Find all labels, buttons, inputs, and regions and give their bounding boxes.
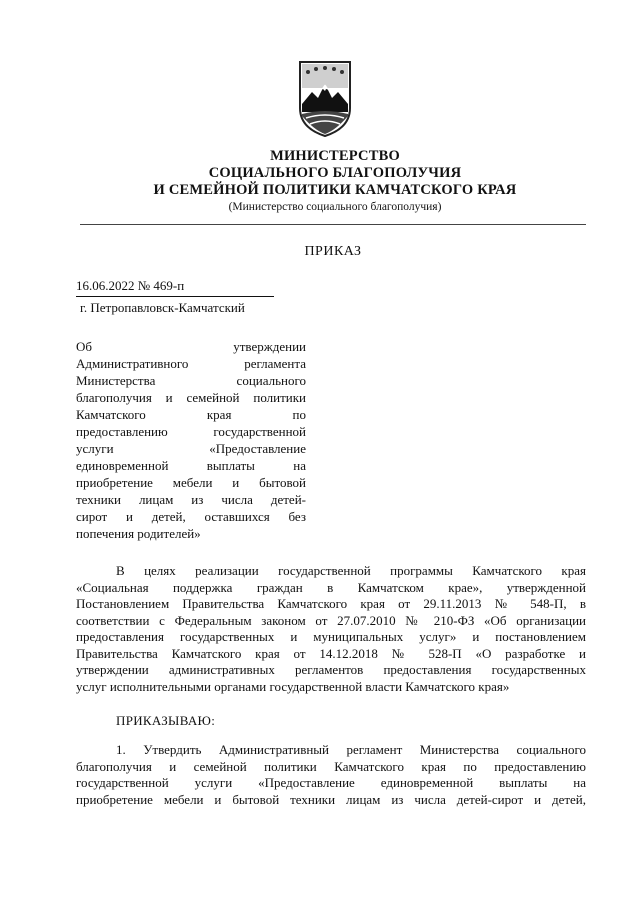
- header-divider: [80, 224, 586, 225]
- paragraph-line: благополучия и семейной политики Камчатского края по предоставлению: [76, 758, 586, 774]
- title-line: Административного регламента: [76, 356, 306, 371]
- paragraph-line: соответствии с Федеральным законом от 27.07.2010 № 210-ФЗ «Об организации: [76, 612, 586, 628]
- paragraph-line: Постановлением Правительства Камчатского края от 29.11.2013 № 548-П, в: [76, 596, 586, 611]
- date-underline: [76, 296, 274, 297]
- paragraph-line: услуг исполнительными органами государственной власти Камчатского края»: [76, 678, 510, 694]
- title-line: Об утверждении: [76, 339, 306, 354]
- title-line: предоставлению государственной: [76, 424, 306, 439]
- order-item-1: [76, 742, 586, 808]
- title-line: Министерства социального: [76, 373, 306, 388]
- ministry-name-line-3: И СЕМЕЙНОЙ ПОЛИТИКИ КАМЧАТСКОГО КРАЯ: [153, 182, 517, 198]
- paragraph-line: утверждении административных регламентов предоставления государственных: [76, 662, 586, 677]
- paragraph-line: государственной услуги «Предоставление единовременной выплаты на: [76, 775, 586, 790]
- ministry-name-line-1: МИНИСТЕРСТВО: [270, 148, 400, 164]
- paragraph-line: Правительства Камчатского края от 14.12.2018 № 528-П «О разработке и: [76, 645, 586, 661]
- title-line: сирот и детей, оставшихся без: [76, 509, 306, 524]
- preamble-paragraph: [76, 563, 586, 695]
- paragraph-line: приобретение мебели и бытовой техники лицам из числа детей-сирот и детей,: [76, 791, 586, 807]
- title-line: техники лицам из числа детей-: [76, 492, 306, 507]
- title-line: попечения родителей»: [76, 526, 201, 541]
- title-line: Камчатского края по: [76, 407, 306, 422]
- title-line: услуги «Предоставление: [76, 441, 306, 456]
- ministry-short-name: (Министерство социального благополучия): [228, 201, 442, 213]
- kamchatka-coat-of-arms-icon: [296, 58, 354, 138]
- title-line: благополучия и семейной политики: [76, 390, 306, 405]
- paragraph-line: «Социальная поддержка граждан в Камчатском крае», утвержденной: [76, 579, 586, 595]
- paragraph-line: В целях реализации государственной программы Камчатского края: [116, 563, 586, 578]
- title-line: приобретение мебели и бытовой: [76, 475, 306, 490]
- ministry-name-line-2: СОЦИАЛЬНОГО БЛАГОПОЛУЧИЯ: [208, 165, 462, 181]
- order-title: [76, 338, 306, 542]
- order-directive: ПРИКАЗЫВАЮ:: [116, 713, 216, 728]
- order-city: г. Петропавловск-Камчатский: [80, 300, 245, 315]
- paragraph-line: 1. Утвердить Административный регламент Министерства социального: [116, 742, 586, 757]
- paragraph-line: предоставления государственных и муниципальных услуг» и постановлением: [76, 629, 586, 644]
- document-type: ПРИКАЗ: [304, 244, 362, 259]
- order-date-number: 16.06.2022 № 469-п: [76, 278, 185, 293]
- title-line: единовременной выплаты на: [76, 458, 306, 473]
